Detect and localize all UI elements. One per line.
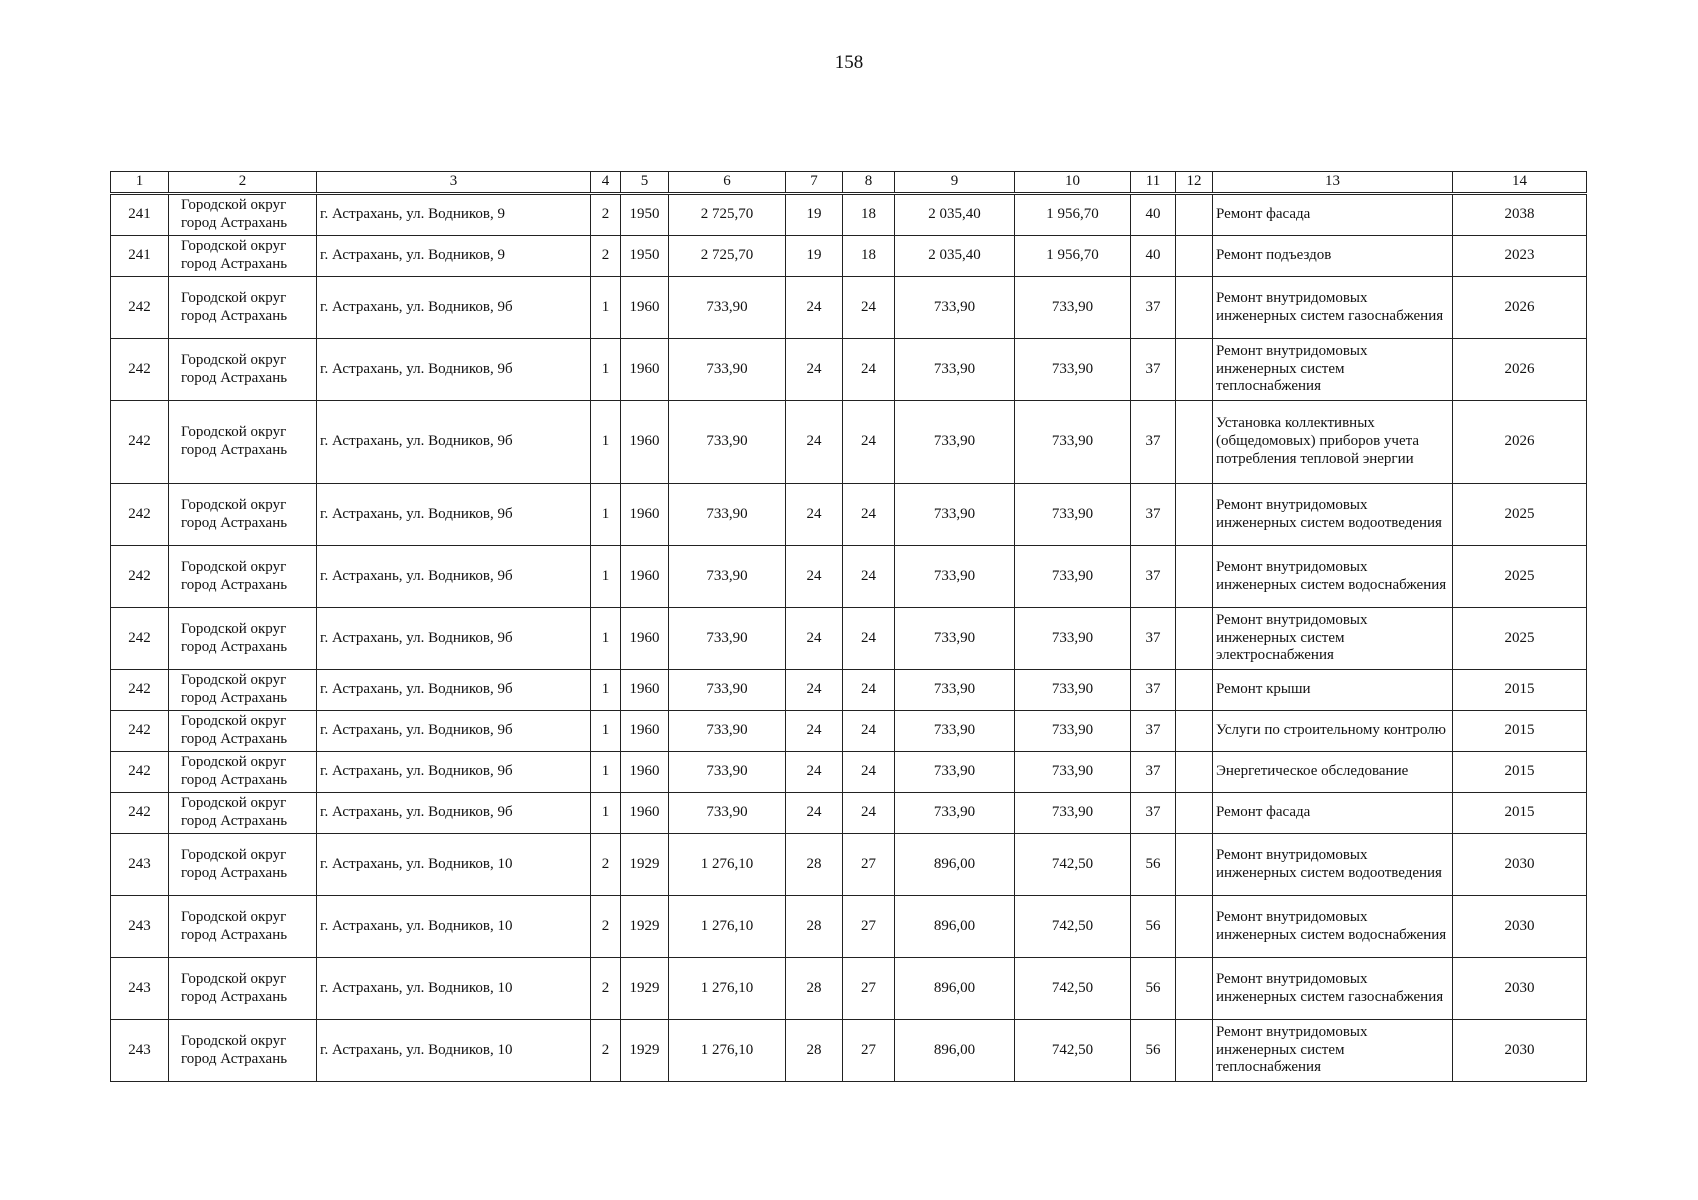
col-header: 8 — [843, 172, 895, 194]
cell-plan-year: 2038 — [1453, 194, 1587, 236]
table-body — [111, 194, 1587, 1082]
cell-c8: 27 — [843, 958, 895, 1020]
cell-c12 — [1176, 670, 1213, 711]
cell-floors: 2 — [591, 896, 621, 958]
cell-area-total: 733,90 — [669, 793, 786, 834]
cell-c12 — [1176, 752, 1213, 793]
cell-c7: 28 — [786, 834, 843, 896]
cell-year: 1929 — [621, 958, 669, 1020]
cell-addr: г. Астрахань, ул. Водников, 10 — [317, 1020, 591, 1082]
cell-area-total: 733,90 — [669, 711, 786, 752]
cell-area9: 733,90 — [895, 401, 1015, 484]
cell-c8: 24 — [843, 793, 895, 834]
cell-c12 — [1176, 546, 1213, 608]
cell-year: 1950 — [621, 236, 669, 277]
cell-year: 1960 — [621, 401, 669, 484]
cell-mun: Городской округ город Астрахань — [169, 958, 317, 1020]
cell-c7: 24 — [786, 670, 843, 711]
cell-mun: Городской округ город Астрахань — [169, 834, 317, 896]
col-header: 7 — [786, 172, 843, 194]
cell-area-total: 1 276,10 — [669, 896, 786, 958]
cell-c7: 28 — [786, 1020, 843, 1082]
cell-area9: 733,90 — [895, 670, 1015, 711]
cell-work: Ремонт крыши — [1213, 670, 1453, 711]
cell-c12 — [1176, 896, 1213, 958]
cell-c12 — [1176, 608, 1213, 670]
cell-work: Услуги по строительному контролю — [1213, 711, 1453, 752]
cell-mun: Городской округ город Астрахань — [169, 546, 317, 608]
cell-c11: 40 — [1131, 194, 1176, 236]
cell-area10: 742,50 — [1015, 896, 1131, 958]
cell-plan-year: 2030 — [1453, 834, 1587, 896]
cell-area9: 896,00 — [895, 1020, 1015, 1082]
cell-area-total: 733,90 — [669, 277, 786, 339]
cell-mun: Городской округ город Астрахань — [169, 711, 317, 752]
cell-c7: 24 — [786, 401, 843, 484]
cell-c7: 24 — [786, 608, 843, 670]
cell-floors: 2 — [591, 834, 621, 896]
cell-num: 242 — [111, 608, 169, 670]
cell-area9: 2 035,40 — [895, 194, 1015, 236]
cell-year: 1960 — [621, 711, 669, 752]
cell-num: 242 — [111, 401, 169, 484]
cell-num: 242 — [111, 484, 169, 546]
cell-year: 1929 — [621, 896, 669, 958]
cell-area10: 742,50 — [1015, 834, 1131, 896]
cell-c8: 24 — [843, 546, 895, 608]
cell-area10: 733,90 — [1015, 401, 1131, 484]
table-row — [111, 711, 1587, 752]
cell-mun: Городской округ город Астрахань — [169, 1020, 317, 1082]
cell-year: 1960 — [621, 670, 669, 711]
cell-area10: 733,90 — [1015, 339, 1131, 401]
col-header: 2 — [169, 172, 317, 194]
cell-area-total: 733,90 — [669, 339, 786, 401]
cell-floors: 1 — [591, 711, 621, 752]
cell-c11: 37 — [1131, 401, 1176, 484]
cell-area10: 742,50 — [1015, 1020, 1131, 1082]
cell-num: 243 — [111, 958, 169, 1020]
cell-c11: 37 — [1131, 711, 1176, 752]
cell-mun: Городской округ город Астрахань — [169, 401, 317, 484]
cell-floors: 1 — [591, 793, 621, 834]
col-header: 1 — [111, 172, 169, 194]
cell-year: 1960 — [621, 484, 669, 546]
cell-c8: 24 — [843, 277, 895, 339]
cell-year: 1960 — [621, 752, 669, 793]
cell-floors: 1 — [591, 752, 621, 793]
cell-work: Ремонт внутридомовых инженерных систем теплоснабжения — [1213, 339, 1453, 401]
cell-plan-year: 2026 — [1453, 401, 1587, 484]
cell-work: Ремонт внутридомовых инженерных систем водоснабжения — [1213, 896, 1453, 958]
cell-c11: 56 — [1131, 834, 1176, 896]
cell-c11: 56 — [1131, 896, 1176, 958]
cell-c8: 27 — [843, 834, 895, 896]
cell-area-total: 1 276,10 — [669, 958, 786, 1020]
cell-work: Энергетическое обследование — [1213, 752, 1453, 793]
cell-area10: 1 956,70 — [1015, 194, 1131, 236]
cell-c7: 28 — [786, 958, 843, 1020]
cell-area10: 733,90 — [1015, 711, 1131, 752]
cell-year: 1950 — [621, 194, 669, 236]
cell-c11: 56 — [1131, 958, 1176, 1020]
cell-num: 241 — [111, 194, 169, 236]
cell-area-total: 733,90 — [669, 546, 786, 608]
cell-c11: 37 — [1131, 608, 1176, 670]
cell-work: Ремонт внутридомовых инженерных систем электроснабжения — [1213, 608, 1453, 670]
cell-c12 — [1176, 1020, 1213, 1082]
table-row — [111, 484, 1587, 546]
cell-plan-year: 2015 — [1453, 711, 1587, 752]
cell-c8: 24 — [843, 670, 895, 711]
cell-c11: 37 — [1131, 752, 1176, 793]
cell-mun: Городской округ город Астрахань — [169, 236, 317, 277]
cell-c8: 24 — [843, 752, 895, 793]
cell-floors: 2 — [591, 194, 621, 236]
cell-c8: 18 — [843, 194, 895, 236]
cell-c7: 24 — [786, 484, 843, 546]
table-row — [111, 608, 1587, 670]
col-header: 3 — [317, 172, 591, 194]
cell-num: 242 — [111, 339, 169, 401]
col-header: 4 — [591, 172, 621, 194]
cell-area-total: 2 725,70 — [669, 236, 786, 277]
cell-area9: 733,90 — [895, 752, 1015, 793]
cell-num: 241 — [111, 236, 169, 277]
cell-plan-year: 2030 — [1453, 1020, 1587, 1082]
cell-area-total: 733,90 — [669, 752, 786, 793]
cell-floors: 1 — [591, 546, 621, 608]
cell-plan-year: 2025 — [1453, 484, 1587, 546]
cell-addr: г. Астрахань, ул. Водников, 9б — [317, 711, 591, 752]
cell-plan-year: 2030 — [1453, 958, 1587, 1020]
cell-area10: 733,90 — [1015, 277, 1131, 339]
cell-plan-year: 2023 — [1453, 236, 1587, 277]
cell-c8: 24 — [843, 401, 895, 484]
cell-addr: г. Астрахань, ул. Водников, 9б — [317, 339, 591, 401]
cell-work: Ремонт внутридомовых инженерных систем водоотведения — [1213, 834, 1453, 896]
column-number-row — [111, 172, 1587, 194]
cell-addr: г. Астрахань, ул. Водников, 10 — [317, 896, 591, 958]
cell-c11: 37 — [1131, 546, 1176, 608]
cell-area10: 733,90 — [1015, 546, 1131, 608]
cell-year: 1960 — [621, 546, 669, 608]
table-row — [111, 752, 1587, 793]
cell-c12 — [1176, 277, 1213, 339]
cell-floors: 1 — [591, 608, 621, 670]
cell-floors: 1 — [591, 484, 621, 546]
cell-c11: 37 — [1131, 670, 1176, 711]
cell-area-total: 1 276,10 — [669, 1020, 786, 1082]
cell-area9: 733,90 — [895, 608, 1015, 670]
page-number: 158 — [834, 52, 864, 73]
table-row — [111, 194, 1587, 236]
cell-c12 — [1176, 958, 1213, 1020]
cell-floors: 1 — [591, 277, 621, 339]
cell-floors: 1 — [591, 670, 621, 711]
cell-addr: г. Астрахань, ул. Водников, 9 — [317, 194, 591, 236]
cell-addr: г. Астрахань, ул. Водников, 10 — [317, 958, 591, 1020]
cell-area9: 733,90 — [895, 339, 1015, 401]
cell-work: Ремонт внутридомовых инженерных систем теплоснабжения — [1213, 1020, 1453, 1082]
table-row — [111, 277, 1587, 339]
cell-area9: 733,90 — [895, 793, 1015, 834]
cell-year: 1929 — [621, 834, 669, 896]
cell-area-total: 2 725,70 — [669, 194, 786, 236]
col-header: 13 — [1213, 172, 1453, 194]
cell-plan-year: 2026 — [1453, 277, 1587, 339]
cell-num: 242 — [111, 277, 169, 339]
cell-plan-year: 2030 — [1453, 896, 1587, 958]
cell-plan-year: 2015 — [1453, 752, 1587, 793]
cell-num: 242 — [111, 711, 169, 752]
cell-area-total: 733,90 — [669, 670, 786, 711]
cell-c7: 28 — [786, 896, 843, 958]
col-header: 12 — [1176, 172, 1213, 194]
cell-num: 243 — [111, 896, 169, 958]
cell-work: Ремонт фасада — [1213, 793, 1453, 834]
cell-area9: 896,00 — [895, 896, 1015, 958]
cell-addr: г. Астрахань, ул. Водников, 9б — [317, 793, 591, 834]
cell-plan-year: 2015 — [1453, 793, 1587, 834]
cell-mun: Городской округ город Астрахань — [169, 277, 317, 339]
cell-c11: 37 — [1131, 793, 1176, 834]
cell-work: Установка коллективных (общедомовых) приборов учета потребления тепловой энергии — [1213, 401, 1453, 484]
cell-c11: 37 — [1131, 484, 1176, 546]
cell-area-total: 733,90 — [669, 401, 786, 484]
cell-year: 1929 — [621, 1020, 669, 1082]
cell-floors: 1 — [591, 339, 621, 401]
cell-work: Ремонт внутридомовых инженерных систем газоснабжения — [1213, 958, 1453, 1020]
cell-year: 1960 — [621, 608, 669, 670]
cell-mun: Городской округ город Астрахань — [169, 793, 317, 834]
cell-plan-year: 2026 — [1453, 339, 1587, 401]
cell-addr: г. Астрахань, ул. Водников, 9б — [317, 670, 591, 711]
cell-area9: 733,90 — [895, 546, 1015, 608]
cell-c7: 24 — [786, 711, 843, 752]
cell-c12 — [1176, 194, 1213, 236]
cell-area10: 733,90 — [1015, 484, 1131, 546]
cell-num: 242 — [111, 670, 169, 711]
cell-num: 242 — [111, 793, 169, 834]
table-row — [111, 1020, 1587, 1082]
table-row — [111, 958, 1587, 1020]
cell-addr: г. Астрахань, ул. Водников, 9б — [317, 752, 591, 793]
cell-work: Ремонт фасада — [1213, 194, 1453, 236]
cell-work: Ремонт внутридомовых инженерных систем водоснабжения — [1213, 546, 1453, 608]
cell-c8: 24 — [843, 711, 895, 752]
table-row — [111, 670, 1587, 711]
table-row — [111, 546, 1587, 608]
cell-area-total: 1 276,10 — [669, 834, 786, 896]
cell-c7: 19 — [786, 194, 843, 236]
cell-floors: 2 — [591, 958, 621, 1020]
cell-work: Ремонт внутридомовых инженерных систем газоснабжения — [1213, 277, 1453, 339]
cell-area10: 742,50 — [1015, 958, 1131, 1020]
cell-c7: 24 — [786, 752, 843, 793]
cell-addr: г. Астрахань, ул. Водников, 9б — [317, 484, 591, 546]
cell-area9: 896,00 — [895, 958, 1015, 1020]
cell-plan-year: 2025 — [1453, 546, 1587, 608]
program-table — [110, 171, 1587, 1082]
cell-year: 1960 — [621, 277, 669, 339]
cell-mun: Городской округ город Астрахань — [169, 896, 317, 958]
cell-area-total: 733,90 — [669, 484, 786, 546]
cell-mun: Городской округ город Астрахань — [169, 484, 317, 546]
cell-mun: Городской округ город Астрахань — [169, 752, 317, 793]
cell-c8: 18 — [843, 236, 895, 277]
cell-c8: 24 — [843, 484, 895, 546]
cell-num: 242 — [111, 546, 169, 608]
cell-work: Ремонт подъездов — [1213, 236, 1453, 277]
cell-plan-year: 2015 — [1453, 670, 1587, 711]
cell-c12 — [1176, 236, 1213, 277]
cell-c8: 27 — [843, 896, 895, 958]
cell-area10: 733,90 — [1015, 670, 1131, 711]
cell-c7: 19 — [786, 236, 843, 277]
table-row — [111, 339, 1587, 401]
cell-num: 243 — [111, 834, 169, 896]
cell-c7: 24 — [786, 277, 843, 339]
cell-c8: 24 — [843, 339, 895, 401]
cell-c12 — [1176, 793, 1213, 834]
cell-addr: г. Астрахань, ул. Водников, 9б — [317, 277, 591, 339]
cell-year: 1960 — [621, 339, 669, 401]
col-header: 9 — [895, 172, 1015, 194]
cell-area9: 2 035,40 — [895, 236, 1015, 277]
cell-year: 1960 — [621, 793, 669, 834]
cell-area9: 733,90 — [895, 711, 1015, 752]
cell-c11: 37 — [1131, 339, 1176, 401]
cell-addr: г. Астрахань, ул. Водников, 9б — [317, 401, 591, 484]
cell-area9: 896,00 — [895, 834, 1015, 896]
cell-c12 — [1176, 401, 1213, 484]
cell-mun: Городской округ город Астрахань — [169, 339, 317, 401]
col-header: 11 — [1131, 172, 1176, 194]
cell-num: 242 — [111, 752, 169, 793]
cell-mun: Городской округ город Астрахань — [169, 194, 317, 236]
col-header: 5 — [621, 172, 669, 194]
cell-c11: 40 — [1131, 236, 1176, 277]
cell-c7: 24 — [786, 339, 843, 401]
table-row — [111, 236, 1587, 277]
col-header: 6 — [669, 172, 786, 194]
cell-floors: 2 — [591, 1020, 621, 1082]
col-header: 14 — [1453, 172, 1587, 194]
cell-area10: 733,90 — [1015, 752, 1131, 793]
cell-mun: Городской округ город Астрахань — [169, 670, 317, 711]
cell-plan-year: 2025 — [1453, 608, 1587, 670]
cell-c7: 24 — [786, 793, 843, 834]
cell-addr: г. Астрахань, ул. Водников, 9 — [317, 236, 591, 277]
cell-c11: 56 — [1131, 1020, 1176, 1082]
cell-area9: 733,90 — [895, 277, 1015, 339]
table-row — [111, 896, 1587, 958]
col-header: 10 — [1015, 172, 1131, 194]
cell-work: Ремонт внутридомовых инженерных систем водоотведения — [1213, 484, 1453, 546]
table-row — [111, 793, 1587, 834]
cell-c11: 37 — [1131, 277, 1176, 339]
cell-area10: 1 956,70 — [1015, 236, 1131, 277]
cell-area10: 733,90 — [1015, 608, 1131, 670]
table-row — [111, 401, 1587, 484]
cell-c8: 24 — [843, 608, 895, 670]
cell-c12 — [1176, 834, 1213, 896]
cell-num: 243 — [111, 1020, 169, 1082]
cell-c8: 27 — [843, 1020, 895, 1082]
cell-c12 — [1176, 711, 1213, 752]
cell-addr: г. Астрахань, ул. Водников, 9б — [317, 608, 591, 670]
cell-addr: г. Астрахань, ул. Водников, 10 — [317, 834, 591, 896]
cell-floors: 2 — [591, 236, 621, 277]
cell-c12 — [1176, 484, 1213, 546]
cell-area10: 733,90 — [1015, 793, 1131, 834]
cell-floors: 1 — [591, 401, 621, 484]
cell-area-total: 733,90 — [669, 608, 786, 670]
cell-c7: 24 — [786, 546, 843, 608]
cell-area9: 733,90 — [895, 484, 1015, 546]
cell-addr: г. Астрахань, ул. Водников, 9б — [317, 546, 591, 608]
cell-mun: Городской округ город Астрахань — [169, 608, 317, 670]
cell-c12 — [1176, 339, 1213, 401]
table-row — [111, 834, 1587, 896]
